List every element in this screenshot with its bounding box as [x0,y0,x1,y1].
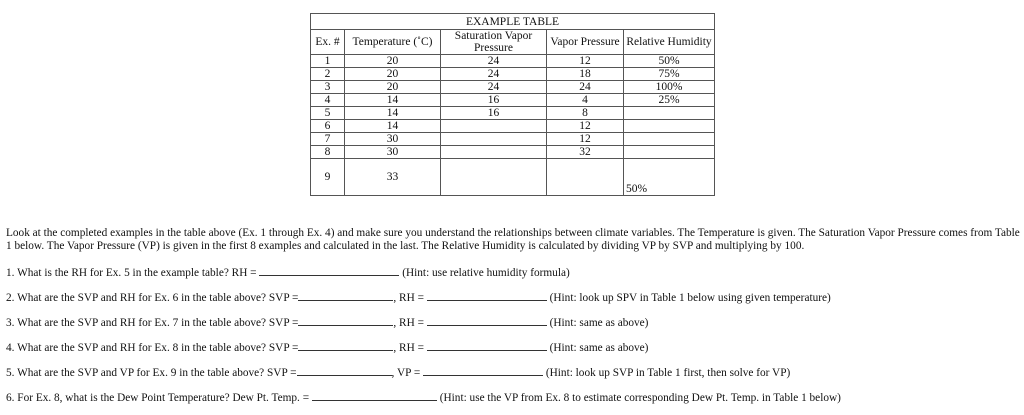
table-cell: 8 [547,107,624,120]
table-cell: 3 [311,81,345,94]
table-row [311,146,715,159]
table-cell: 24 [441,68,547,81]
table-cell: 20 [345,81,441,94]
table-cell [441,133,547,146]
hint: (Hint: use relative humidity formula) [402,267,570,279]
table-row [311,55,715,68]
table-cell: 12 [547,133,624,146]
table-cell [441,159,547,196]
table-row [311,133,715,146]
answer-blank[interactable] [297,365,392,376]
question-mid: , RH = [393,292,424,304]
question-4 [6,340,648,354]
table-row [311,68,715,81]
question-mid: , RH = [393,317,424,329]
table-cell: 18 [547,68,624,81]
question-text: 2. What are the SVP and RH for Ex. 6 in the table above? SVP = [6,292,299,304]
question-text: 5. What are the SVP and VP for Ex. 9 in the table above? SVP = [6,367,297,379]
question-text: 1. What is the RH for Ex. 5 in the example table? RH = [6,267,257,279]
table-cell: 6 [311,120,345,133]
question-text: 6. For Ex. 8, what is the Dew Point Temperature? Dew Pt. Temp. = [6,392,310,404]
table-cell: 14 [345,107,441,120]
table-row [311,94,715,107]
table-cell: 24 [441,81,547,94]
table-cell: 32 [547,146,624,159]
answer-blank[interactable] [427,290,547,301]
instructions-paragraph: Look at the completed examples in the table above (Ex. 1 through Ex. 4) and make sure you understand the relationships between climate variables. The Temperature is given. The Saturation Vapor Pressure comes from Table 1 below. The Vapor Pressure (VP) is given in the first 8 examples and calculated in the last. The Relative Humidity is calculated by dividing VP by SVP and multiplying by 100. [6,227,1020,252]
question-1 [6,265,570,279]
table-row [311,81,715,94]
hint: (Hint: look up SVP in Table 1 first, then solve for VP) [545,367,791,379]
table-cell [547,159,624,196]
table-cell: 50% [624,55,715,68]
table-cell [624,120,715,133]
header-rh: Relative Humidity [624,30,715,55]
table-cell: 16 [441,94,547,107]
table-row [311,107,715,120]
table-cell: 4 [547,94,624,107]
table-cell: 12 [547,55,624,68]
answer-blank[interactable] [427,340,547,351]
table-cell: 100% [624,81,715,94]
example-table [310,13,715,196]
table-cell: 16 [441,107,547,120]
question-6 [6,390,841,404]
table-cell: 24 [441,55,547,68]
table-cell: 5 [311,107,345,120]
table-cell: 25% [624,94,715,107]
hint: (Hint: same as above) [549,342,649,354]
table-cell: 50% [624,159,715,196]
hint: (Hint: look up SPV in Table 1 below using given temperature) [549,292,831,304]
table-cell [624,107,715,120]
table-cell: 2 [311,68,345,81]
header-temperature: Temperature (˚C) [345,30,441,55]
table-cell [624,133,715,146]
table-cell: 30 [345,146,441,159]
header-ex: Ex. # [311,30,345,55]
table-cell: 14 [345,94,441,107]
header-vp: Vapor Pressure [547,30,624,55]
table-cell: 30 [345,133,441,146]
hint: (Hint: same as above) [549,317,649,329]
answer-blank[interactable] [298,290,393,301]
question-5 [6,365,790,379]
question-mid: , VP = [391,367,421,379]
question-mid: , RH = [393,342,424,354]
table-cell: 1 [311,55,345,68]
table-cell: 7 [311,133,345,146]
hint: (Hint: use the VP from Ex. 8 to estimate corresponding Dew Pt. Temp. in Table 1 below) [439,392,841,404]
table-cell: 33 [345,159,441,196]
question-text: 4. What are the SVP and RH for Ex. 8 in the table above? SVP = [6,342,299,354]
answer-blank[interactable] [423,365,543,376]
table-cell: 24 [547,81,624,94]
question-3 [6,315,648,329]
answer-blank[interactable] [427,315,547,326]
table-cell: 14 [345,120,441,133]
answer-blank[interactable] [298,315,393,326]
table-cell: 75% [624,68,715,81]
question-text: 3. What are the SVP and RH for Ex. 7 in the table above? SVP = [6,317,299,329]
table-cell: 8 [311,146,345,159]
table-cell [441,146,547,159]
table-cell [441,120,547,133]
answer-blank[interactable] [298,340,393,351]
answer-blank[interactable] [312,390,437,401]
table-row [311,120,715,133]
table-cell: 20 [345,55,441,68]
table-cell [624,146,715,159]
question-2 [6,290,831,304]
table-cell: 12 [547,120,624,133]
table-cell: 9 [311,159,345,196]
table-cell: 20 [345,68,441,81]
table-title: EXAMPLE TABLE [311,14,715,30]
header-svp: Saturation Vapor Pressure [441,30,547,55]
answer-blank[interactable] [259,265,399,276]
table-row [311,159,715,196]
table-cell: 4 [311,94,345,107]
